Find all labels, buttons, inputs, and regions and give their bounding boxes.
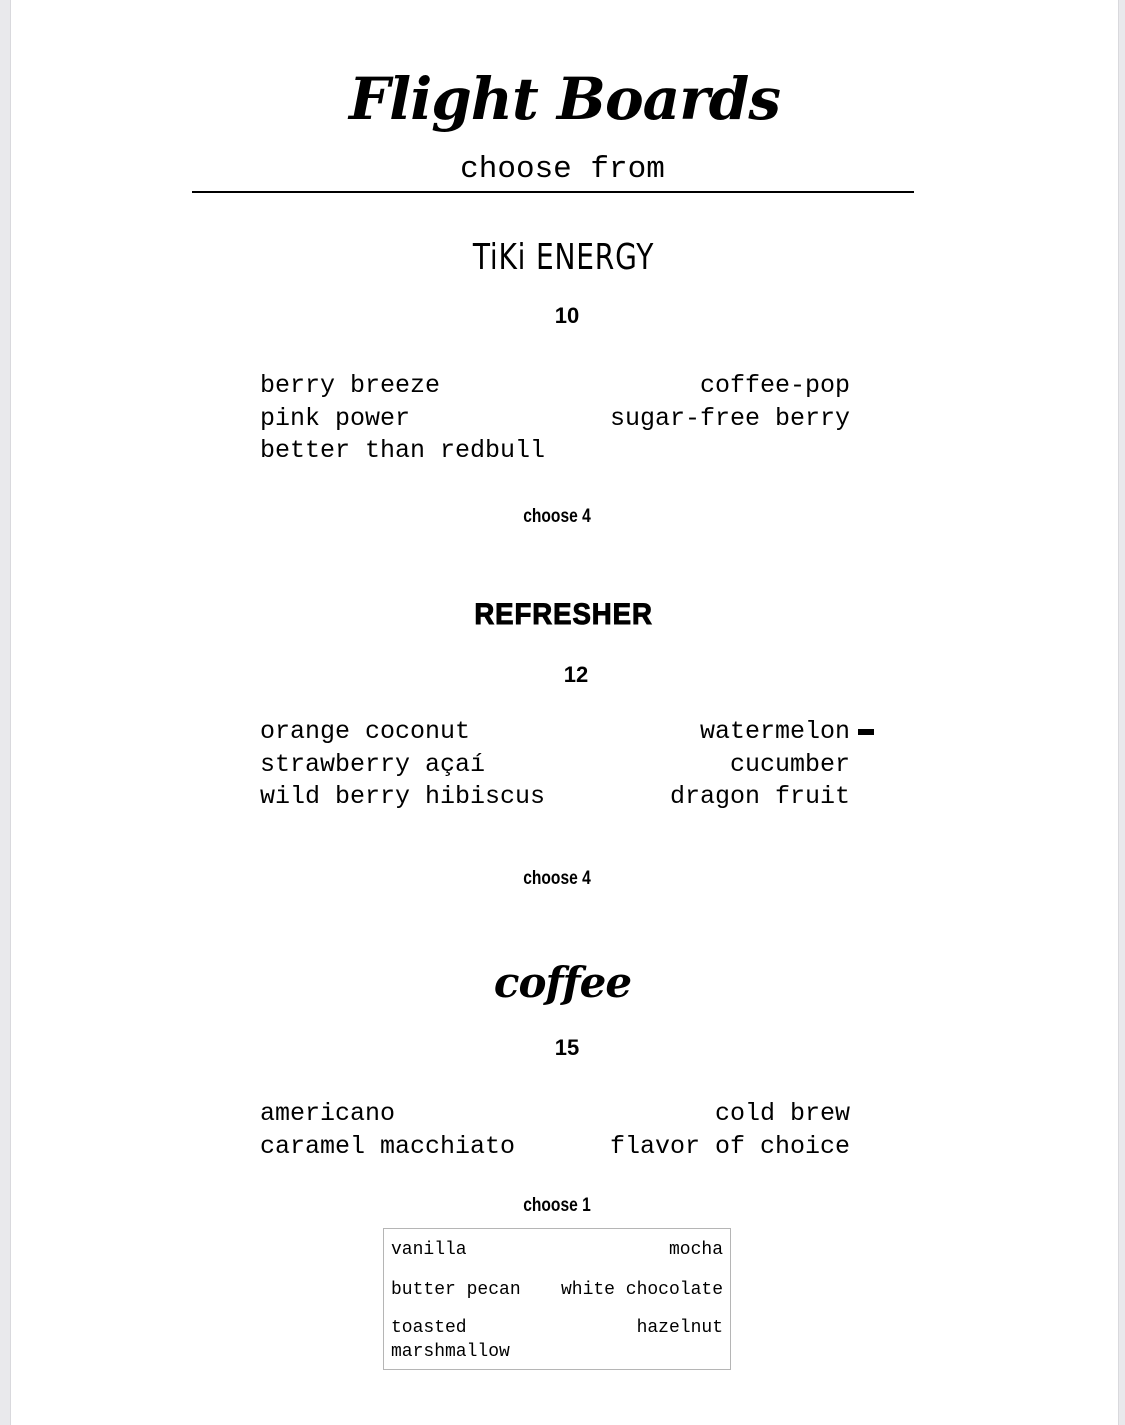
flavor-item: toasted xyxy=(391,1318,467,1338)
menu-item: dragon fruit xyxy=(669,782,850,811)
menu-item: cucumber xyxy=(729,749,850,779)
menu-item: cold brew xyxy=(714,1099,850,1128)
menu-item: better than redbull xyxy=(260,436,546,465)
menu-item: orange coconut xyxy=(260,717,471,746)
menu-item: strawberry açaí xyxy=(260,749,486,779)
menu-item: americano xyxy=(260,1099,396,1128)
items-right-column xyxy=(670,716,850,814)
menu-item: watermelon xyxy=(699,717,850,746)
items-left-column xyxy=(260,716,545,814)
menu-item: berry breeze xyxy=(260,371,441,400)
menu-item: coffee-pop xyxy=(699,371,850,400)
section-price-tiki-energy: 10 xyxy=(554,303,580,328)
section-title-tiki-energy: TiKi ENERGY xyxy=(472,237,655,278)
menu-item: pink power xyxy=(260,403,411,433)
items-left-column xyxy=(260,1098,515,1163)
flavor-item: white chocolate xyxy=(560,1280,723,1300)
section-price-coffee: 15 xyxy=(554,1035,580,1060)
flavor-item: butter pecan xyxy=(391,1280,521,1300)
header-divider xyxy=(192,191,914,193)
menu-item: wild berry hibiscus xyxy=(260,782,546,811)
menu-item: flavor of choice xyxy=(609,1131,850,1161)
menu-item: caramel macchiato xyxy=(260,1131,516,1161)
items-right-column xyxy=(610,370,850,435)
page-title: Flight Boards xyxy=(348,65,780,133)
choose-count-coffee: choose 1 xyxy=(523,1195,591,1216)
section-title-coffee: coffee xyxy=(493,958,632,1007)
flavor-item: vanilla xyxy=(391,1240,467,1260)
section-title-refresher: REFRESHER xyxy=(474,598,653,631)
dash-mark xyxy=(858,729,874,735)
flavor-item: mocha xyxy=(668,1240,723,1260)
menu-item: sugar-free berry xyxy=(609,403,850,433)
items-left-column xyxy=(260,370,545,468)
choose-count-tiki-energy: choose 4 xyxy=(523,506,591,527)
section-price-refresher: 12 xyxy=(563,662,589,687)
flavor-item: marshmallow xyxy=(391,1342,510,1362)
flavor-options-box xyxy=(383,1228,731,1370)
page-subtitle: choose from xyxy=(460,152,665,187)
choose-count-refresher: choose 4 xyxy=(523,868,591,889)
items-right-column xyxy=(610,1098,850,1163)
flavor-item: hazelnut xyxy=(636,1318,723,1338)
